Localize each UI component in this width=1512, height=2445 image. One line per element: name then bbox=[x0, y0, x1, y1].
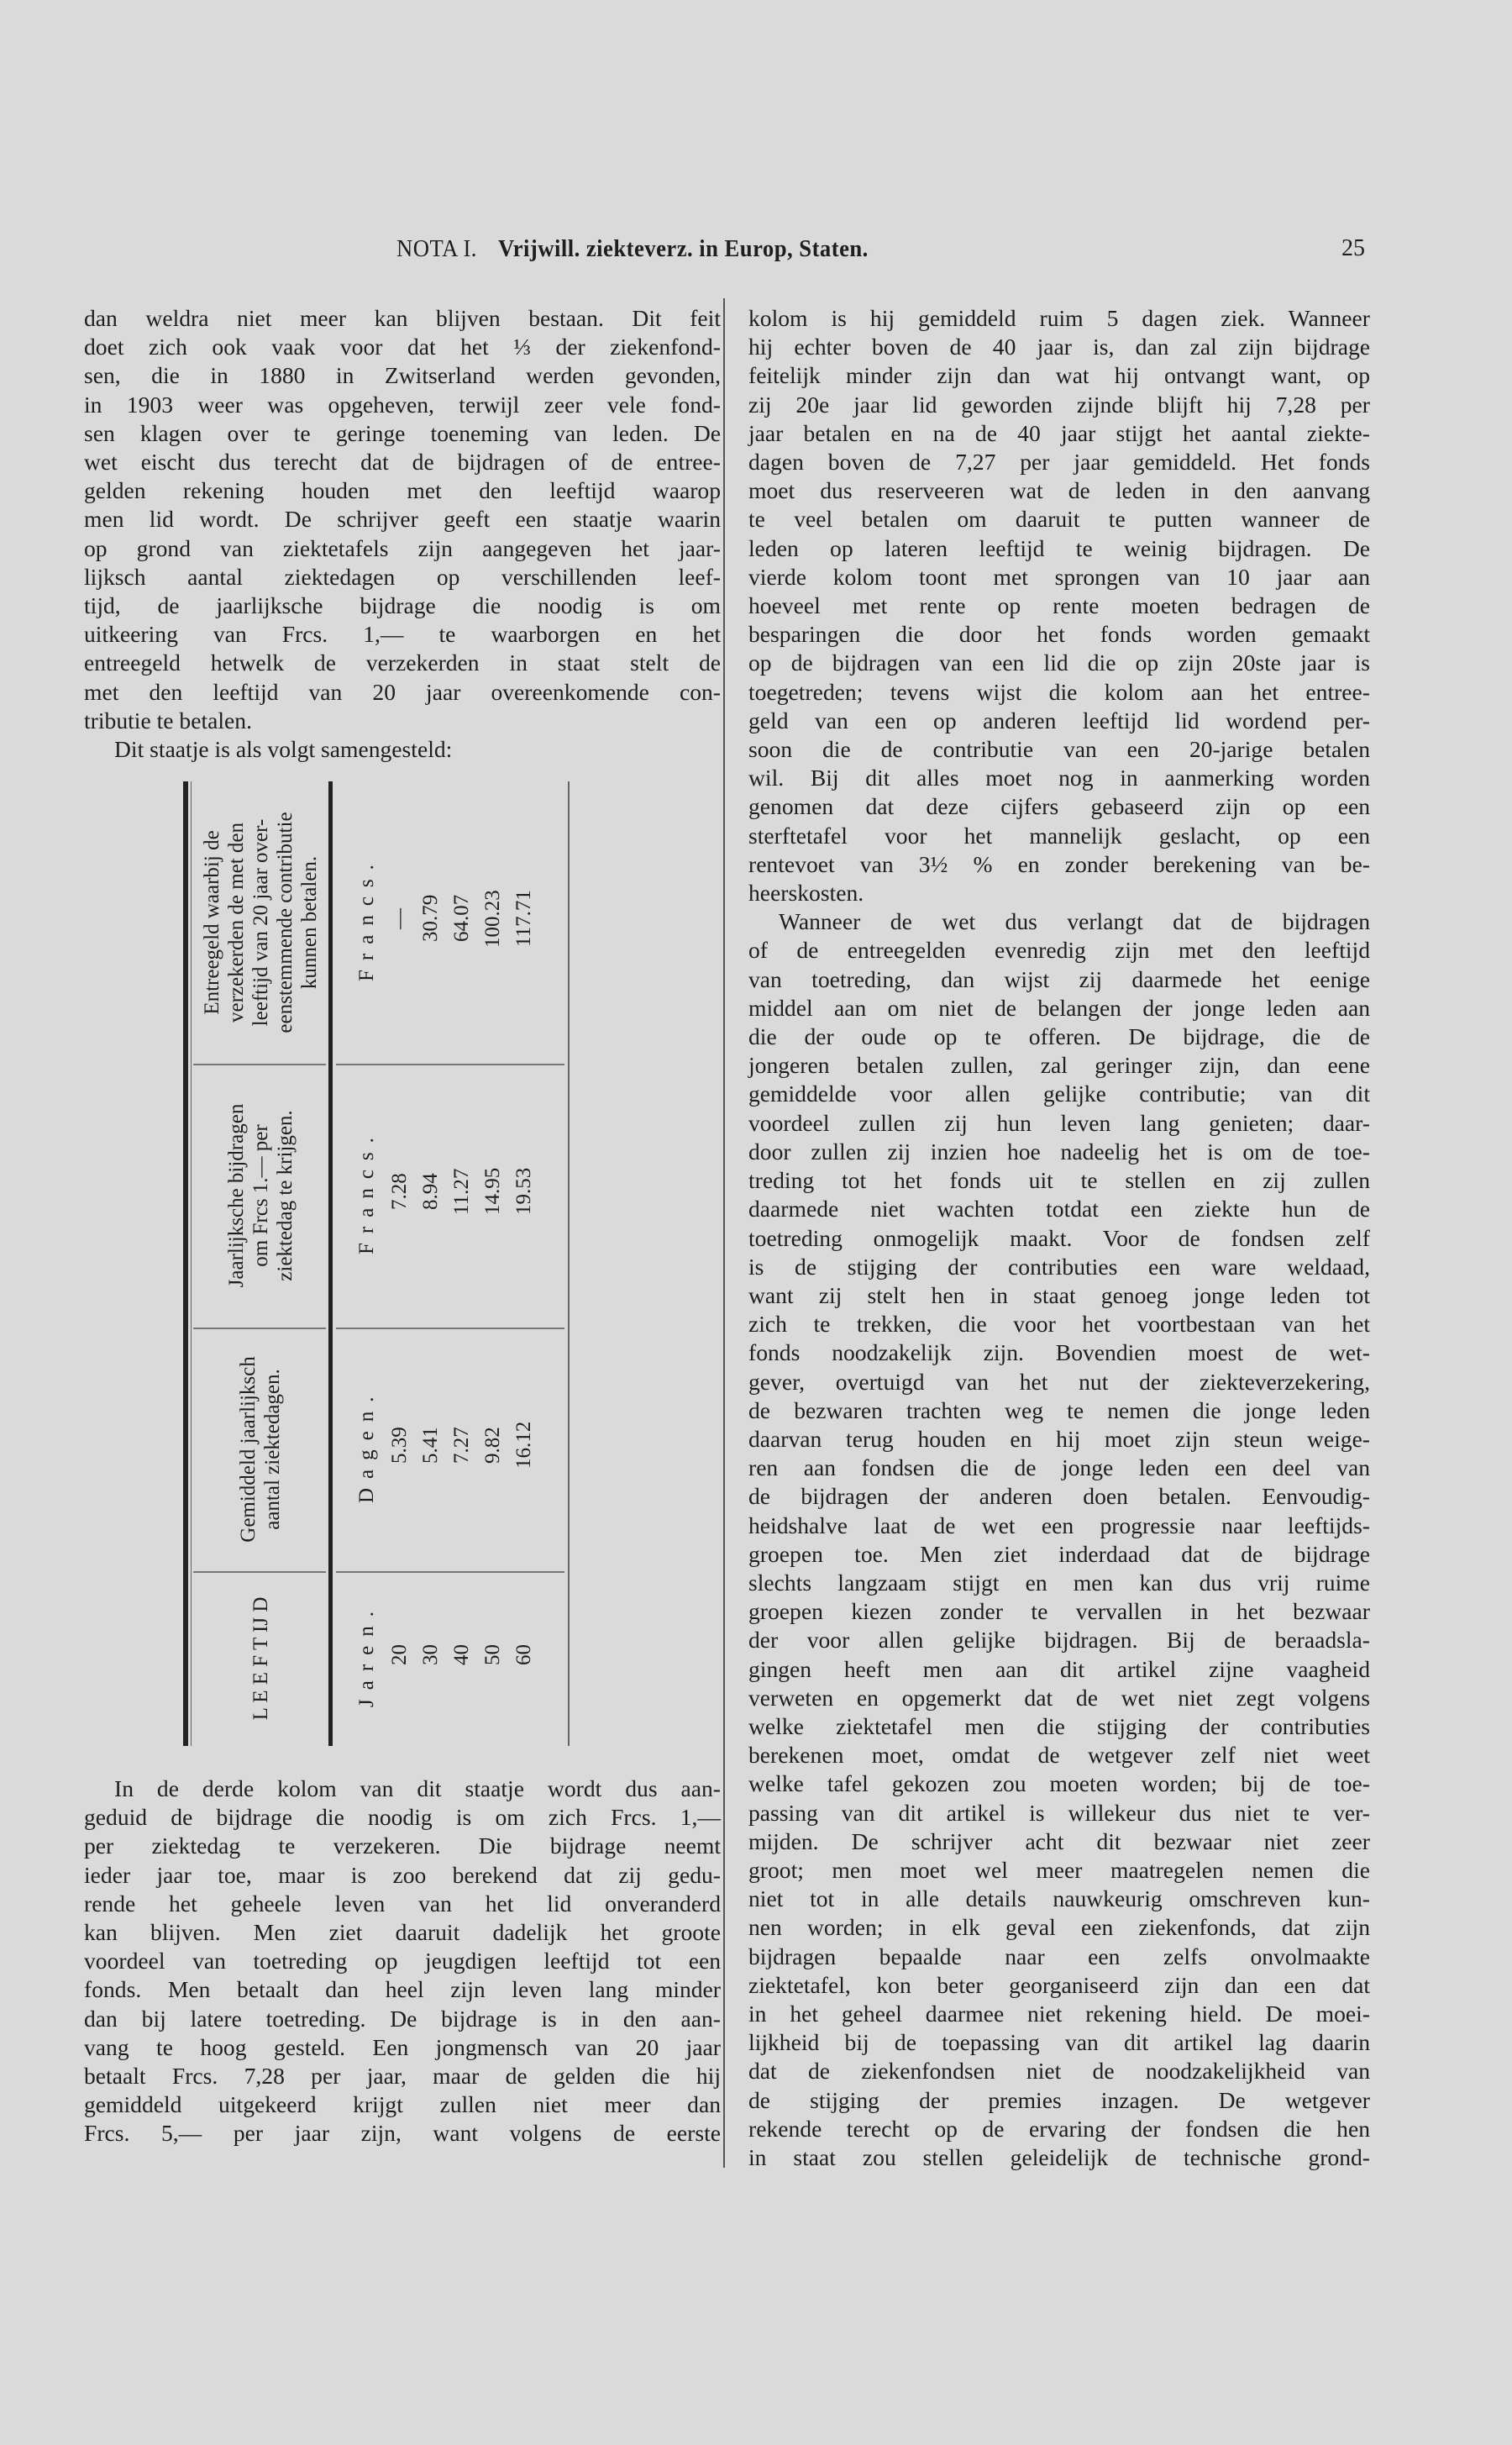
text-line: wil. Bij dit alles moet nog in aanmerking worden bbox=[748, 765, 1370, 791]
chapter-title: Vrijwill. ziekteverz. in Europ, Staten. bbox=[497, 235, 869, 262]
text-line: welke tafel gekozen zou moeten worden; bij de toe- bbox=[748, 1770, 1370, 1797]
note-label: NOTA I. bbox=[396, 235, 477, 262]
text-line: slechts langzaam stijgt en men kan dus vrij ruime bbox=[748, 1569, 1370, 1596]
text-line: per ziektedag te verzekeren. Die bijdrage neemt bbox=[84, 1832, 721, 1859]
right-column-text bbox=[748, 304, 1370, 2172]
table-column-header bbox=[200, 790, 322, 1055]
text-line: Frcs. 5,— per jaar zijn, want volgens de eerste bbox=[84, 2120, 721, 2147]
table-cell: 8.94 bbox=[419, 1173, 442, 1210]
text-line: rentevoet van 3½ % en zonder berekening van be- bbox=[748, 850, 1370, 877]
text-line: de stijging der premies inzagen. De wetgever bbox=[748, 2086, 1370, 2113]
table-cell: 19.53 bbox=[512, 1167, 535, 1215]
text-line: of de entreegelden evenredig zijn met den leeftijd bbox=[748, 937, 1370, 964]
header-line: kunnen betalen. bbox=[297, 855, 321, 990]
text-line: gemiddeld uitgekeerd krijgt zullen niet meer dan bbox=[84, 2091, 721, 2118]
text-line: fonds noodzakelijk zijn. Bovendien moest de wet- bbox=[748, 1339, 1370, 1366]
text-line: vierde kolom toont met sprongen van 10 jaar aan bbox=[748, 563, 1370, 590]
header-line: Jaarlijksche bijdragen bbox=[224, 1103, 248, 1288]
text-line: passing van dit artikel is willekeur dus niet te ver- bbox=[748, 1799, 1370, 1826]
table-cell: 50 bbox=[481, 1643, 504, 1665]
text-line: die der oude op te offeren. De bijdrage, die de bbox=[748, 1023, 1370, 1050]
text-line: wet eischt dus terecht dat de bijdragen of de entree- bbox=[84, 449, 721, 476]
text-line: groot; men moet wel meer maatregelen nemen die bbox=[748, 1856, 1370, 1883]
left-column-continuation bbox=[84, 1775, 721, 2148]
column-divider bbox=[723, 298, 725, 2168]
text-line: dagen boven de 7,27 per jaar gemiddeld. Het fonds bbox=[748, 449, 1370, 476]
table-cell: 7.28 bbox=[388, 1173, 411, 1210]
text-line: dat de ziekenfondsen niet de noodzakelijkheid van bbox=[748, 2058, 1370, 2085]
running-header bbox=[0, 235, 1512, 269]
header-line: leeftijd van 20 jaar over- bbox=[249, 818, 272, 1027]
text-line: groepen kiezen zonder te vervallen in het bezwaar bbox=[748, 1598, 1370, 1625]
text-line: sterftetafel voor het mannelijk geslacht, op een bbox=[748, 822, 1370, 849]
text-line: in staat zou stellen geleidelijk de technische grond- bbox=[748, 2144, 1370, 2170]
text-line: op de bijdragen van een lid die op zijn 20ste jaar is bbox=[748, 649, 1370, 676]
table-rule-right bbox=[568, 781, 570, 1746]
text-line: kolom is hij gemiddeld ruim 5 dagen ziek. Wanneer bbox=[748, 305, 1370, 331]
text-line: is de stijging der contributies een ware weldaad, bbox=[748, 1253, 1370, 1280]
left-column-text bbox=[84, 304, 721, 764]
text-line: lijkheid bij de toepassing van dit artikel lag daarin bbox=[748, 2029, 1370, 2056]
text-line: zij 20e jaar lid geworden zijnde blijft hij 7,28 per bbox=[748, 391, 1370, 418]
table-intro-line: Dit staatje is als volgt samengesteld: bbox=[114, 736, 453, 763]
text-line: soon die de contributie van een 20-jarige betalen bbox=[748, 736, 1370, 763]
table-row-separator bbox=[193, 1571, 326, 1573]
table-cell: 20 bbox=[388, 1643, 411, 1665]
text-line: ren aan fondsen die de jonge leden een deel van bbox=[748, 1454, 1370, 1481]
header-line: Gemiddeld jaarlijksch bbox=[237, 1356, 260, 1543]
text-line: met den leeftijd van 20 jaar overeenkomende con- bbox=[84, 678, 721, 705]
text-line: jaar betalen en na de 40 jaar stijgt het aantal ziekte- bbox=[748, 419, 1370, 446]
table-column-header bbox=[249, 1580, 273, 1738]
text-line: genomen dat deze cijfers gebaseerd zijn op een bbox=[748, 793, 1370, 820]
text-line: sen klagen over te geringe toeneming van leden. De bbox=[84, 419, 721, 446]
text-line: ieder jaar toe, maar is zoo berekend dat zij gedu- bbox=[84, 1861, 721, 1888]
table-cell: 5.41 bbox=[419, 1427, 442, 1464]
text-line: voordeel van toetreding op jeugdigen leeftijd tot een bbox=[84, 1948, 721, 1974]
text-line: jongeren betalen zullen, zal geringer zijn, dan eene bbox=[748, 1052, 1370, 1079]
text-line: te veel betalen om daaruit te putten wanneer de bbox=[748, 506, 1370, 533]
text-line: In de derde kolom van dit staatje wordt dus aan- bbox=[114, 1775, 721, 1801]
table-rule-outer bbox=[183, 781, 188, 1746]
table-unit-label: Jaren. bbox=[355, 1601, 378, 1707]
text-line: moet dus reserveeren wat de leden in den aanvang bbox=[748, 477, 1370, 504]
text-line: groepen toe. Men ziet inderdaad dat de bijdrage bbox=[748, 1540, 1370, 1567]
page-number: 25 bbox=[1341, 235, 1365, 261]
text-line: rekende terecht op de ervaring der fondsen die hen bbox=[748, 2115, 1370, 2142]
text-line: door zullen zij inzien hoe nadeelig het is om de toe- bbox=[748, 1138, 1370, 1165]
table-cell: 40 bbox=[450, 1643, 473, 1665]
header-line: ziektedag te krijgen. bbox=[273, 1110, 297, 1281]
table-unit-label: Francs. bbox=[355, 1128, 378, 1254]
text-line: uitkeering van Frcs. 1,— te waarborgen en het bbox=[84, 621, 721, 648]
table-row-separator bbox=[193, 1064, 326, 1065]
text-line: gemiddelde voor allen gelijke contributie; van dit bbox=[748, 1081, 1370, 1107]
text-line: voordeel zullen zij hun leven lang genieten; daar- bbox=[748, 1109, 1370, 1136]
text-line: feitelijk minder zijn dan wat hij ontvangt want, op bbox=[748, 362, 1370, 389]
text-line: tijd, de jaarlijksche bijdrage die noodig is om bbox=[84, 592, 721, 619]
text-line: van toetreding, dan wijst zij daarmede het eenige bbox=[748, 965, 1370, 992]
text-line: tributie te betalen. bbox=[84, 707, 252, 734]
text-line: vang te hoog gesteld. Een jongmensch van 20 jaar bbox=[84, 2033, 721, 2060]
text-line: gelden rekening houden met den leeftijd waarop bbox=[84, 477, 721, 504]
text-line: hij echter boven de 40 jaar is, dan zal zijn bijdrage bbox=[748, 334, 1370, 360]
table-rule-header-divider bbox=[328, 781, 333, 1746]
table-column-header bbox=[224, 1072, 297, 1319]
text-line: doet zich ook vaak voor dat het ⅓ der ziekenfond- bbox=[84, 334, 721, 360]
table-cell: 14.95 bbox=[481, 1167, 504, 1215]
table-unit-label: Dagen. bbox=[355, 1387, 378, 1503]
table-cell: 30.79 bbox=[419, 894, 442, 942]
table-cell: 100.23 bbox=[481, 889, 504, 948]
table-cell: 30 bbox=[419, 1643, 442, 1665]
rotated-data-table bbox=[176, 781, 613, 1746]
table-cell: 16.12 bbox=[512, 1421, 535, 1469]
text-line: lijksch aantal ziektedagen op verschillenden leef- bbox=[84, 563, 721, 590]
text-line: want zij stelt hen in staat genoeg jonge leden tot bbox=[748, 1281, 1370, 1308]
text-line: dan weldra niet meer kan blijven bestaan. Dit feit bbox=[84, 305, 721, 331]
running-title bbox=[396, 235, 869, 263]
text-line: betaalt Frcs. 7,28 per jaar, maar de gelden die hij bbox=[84, 2063, 721, 2090]
text-line: treding tot het fonds uit te stellen en zij zullen bbox=[748, 1167, 1370, 1194]
text-line: gever, overtuigd van het nut der ziekteverzekering, bbox=[748, 1368, 1370, 1395]
text-line: toetreding onmogelijk maakt. Voor de fondsen zelf bbox=[748, 1224, 1370, 1251]
header-line: verzekerden de met den bbox=[224, 822, 248, 1023]
text-line: geld van een op anderen leeftijd lid wordend per- bbox=[748, 707, 1370, 734]
text-line: in 1903 weer was opgeheven, terwijl zeer vele fond- bbox=[84, 391, 721, 418]
text-line: toegetreden; tevens wijst die kolom aan het entree- bbox=[748, 678, 1370, 705]
text-line: besparingen die door het fonds worden gemaakt bbox=[748, 621, 1370, 648]
text-line: bijdragen bepaalde naar een zelfs onvolmaakte bbox=[748, 1943, 1370, 1969]
text-line: op grond van ziektetafels zijn aangegeven het jaar- bbox=[84, 534, 721, 561]
text-line: Wanneer de wet dus verlangt dat de bijdragen bbox=[779, 908, 1370, 935]
table-cell: 117.71 bbox=[512, 890, 535, 947]
text-line: niet tot in alle details nauwkeurig omschreven kun- bbox=[748, 1885, 1370, 1912]
text-line: welke ziektetafel men die stijging der contributies bbox=[748, 1712, 1370, 1739]
text-line: nen worden; in elk geval een ziekenfonds, dat zijn bbox=[748, 1914, 1370, 1941]
table-cell: 9.82 bbox=[481, 1427, 504, 1464]
text-line: daarvan terug houden en hij moet zijn steun weige- bbox=[748, 1425, 1370, 1452]
text-line: heerskosten. bbox=[748, 880, 864, 907]
table-unit-label: Francs. bbox=[355, 855, 378, 981]
text-line: geduid de bijdrage die noodig is om zich Frcs. 1,— bbox=[84, 1804, 721, 1831]
table-cell: — bbox=[388, 907, 411, 929]
table-rule-inner bbox=[191, 781, 192, 1746]
header-line: Entreegeld waarbij de bbox=[200, 830, 223, 1015]
text-line: hoeveel met rente op rente moeten bedragen de bbox=[748, 592, 1370, 619]
text-line: de bezwaren trachten weg te nemen die jonge leden bbox=[748, 1396, 1370, 1423]
table-cell: 5.39 bbox=[388, 1427, 411, 1464]
text-line: fonds. Men betaalt dan heel zijn leven lang minder bbox=[84, 1976, 721, 2003]
text-line: ziektetafel, kon beter georganiseerd zijn dan een dat bbox=[748, 1971, 1370, 1998]
table-cell: 11.27 bbox=[450, 1168, 473, 1215]
text-line: middel aan om niet de belangen der jonge leden aan bbox=[748, 994, 1370, 1021]
text-line: gingen heeft men aan dit artikel zijne vaagheid bbox=[748, 1655, 1370, 1682]
text-line: zich te trekken, die voor het voortbestaan van het bbox=[748, 1311, 1370, 1338]
text-line: heidshalve laat de wet een progressie naar leeftijds- bbox=[748, 1512, 1370, 1538]
table-cell: 60 bbox=[512, 1643, 535, 1665]
text-line: leden op lateren leeftijd te weinig bijdragen. De bbox=[748, 534, 1370, 561]
text-line: mijden. De schrijver acht dit bezwaar niet zeer bbox=[748, 1827, 1370, 1854]
header-line: eenstemmende contributie bbox=[273, 812, 297, 1033]
text-line: de bijdragen der anderen doen betalen. Eenvoudig- bbox=[748, 1483, 1370, 1510]
text-line: verweten en opgemerkt dat de wet niet zegt volgens bbox=[748, 1684, 1370, 1711]
header-line: om Frcs 1.— per bbox=[249, 1124, 272, 1267]
text-line: rende het geheele leven van het lid onveranderd bbox=[84, 1890, 721, 1917]
table-cell: 64.07 bbox=[450, 894, 473, 942]
text-line: in het geheel daarmee niet rekening hield. De moei- bbox=[748, 2000, 1370, 2027]
header-line: aantal ziektedagen. bbox=[261, 1369, 284, 1530]
text-line: dan bij latere toetreding. De bijdrage is in den aan- bbox=[84, 2005, 721, 2032]
text-line: men lid wordt. De schrijver geeft een staatje waarin bbox=[84, 506, 721, 533]
text-line: kan blijven. Men ziet daaruit dadelijk het groote bbox=[84, 1919, 721, 1946]
text-line: entreegeld hetwelk de verzekerden in staat stelt de bbox=[84, 649, 721, 676]
text-line: der voor allen gelijke bijdragen. Bij de beraadsla- bbox=[748, 1627, 1370, 1654]
table-column-header bbox=[236, 1336, 285, 1563]
text-line: daarmede niet wachten totdat een ziekte hun de bbox=[748, 1196, 1370, 1222]
table-row-separator bbox=[336, 1064, 564, 1065]
table-row-separator bbox=[336, 1328, 564, 1329]
text-line: berekenen moet, omdat de wetgever zelf niet weet bbox=[748, 1742, 1370, 1769]
header-line: L E E F T IJ D bbox=[249, 1596, 272, 1721]
table-row-separator bbox=[193, 1328, 326, 1329]
text-line: sen, die in 1880 in Zwitserland werden gevonden, bbox=[84, 362, 721, 389]
table-cell: 7.27 bbox=[450, 1427, 473, 1464]
table-row-separator bbox=[336, 1571, 564, 1573]
